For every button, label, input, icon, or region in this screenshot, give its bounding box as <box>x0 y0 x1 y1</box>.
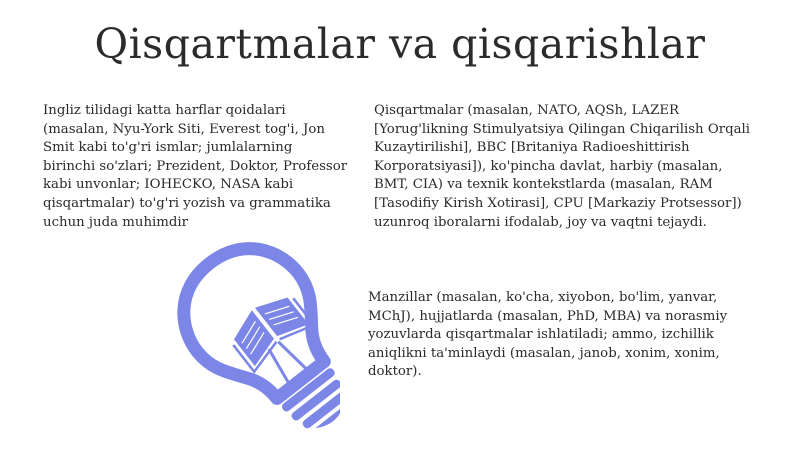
paragraph-abbreviations-usage: Manzillar (masalan, ko'cha, xiyobon, bo'lim, yanvar, MChJ), hujjatlarda (masalan, PhD, MBA) va norasmiy yozuvlarda qisqartmalar ishlatiladi; ammo, izchillik aniqlikni ta'minlaydi (masalan, janob, xonim, xonim, doktor). <box>368 290 728 380</box>
slide-title: Qisqartmalar va qisqarishlar <box>94 20 706 68</box>
paragraph-capitalization-rules: Ingliz tilidagi katta harflar qoidalari (masalan, Nyu-York Siti, Everest tog'i, Jon Smit kabi to'g'ri ismlar; jumlalarning birinchi so'zlari; Prezident, Doktor, Professor kabi unvonlar; IOHECKO, NASA kabi qisqartmalar) to'g'ri yozish va grammatika uchun juda muhimdir <box>43 103 348 230</box>
paragraph-acronyms: Qisqartmalar (masalan, NATO, AQSh, LAZER [Yorug'likning Stimulyatsiya Qilingan Chiqarilish Orqali Kuzaytirilishi], BBC [Britaniya Radioeshittirish Korporatsiyasi]), ko'pincha davlat, harbiy (masalan, BMT, CIA) va texnik kontekstlarda (masalan, RAM [Tasodifiy Kirish Xotirasi], CPU [Markaziy Protsessor]) uzunroq iboralarni ifodalab, joy va vaqtni tejaydi. <box>374 103 751 230</box>
lightbulb-book-icon <box>150 238 340 449</box>
